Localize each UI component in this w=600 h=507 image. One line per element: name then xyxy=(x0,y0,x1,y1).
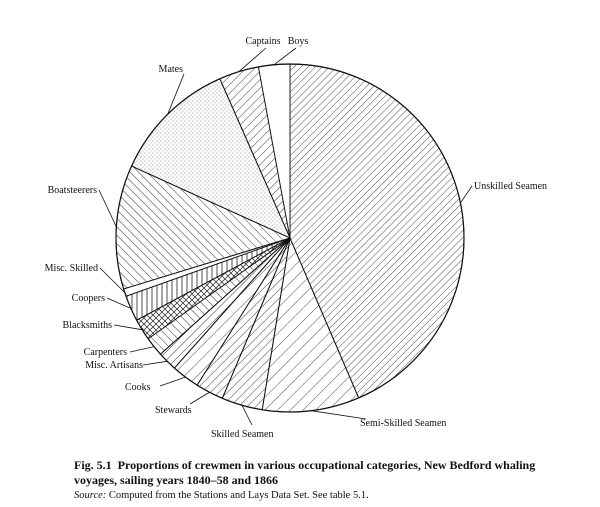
pie-slices xyxy=(116,64,464,412)
leader-line-unskilled-seamen xyxy=(460,186,472,203)
slice-label-unskilled-seamen: Unskilled Seamen xyxy=(474,181,548,192)
leader-line-boys xyxy=(274,48,296,65)
leader-line-boatsteerers xyxy=(99,190,116,227)
figure-caption xyxy=(74,458,544,503)
slice-label-blacksmiths: Blacksmiths xyxy=(62,320,112,331)
slice-label-mates: Mates xyxy=(158,64,183,75)
leader-line-skilled-seamen xyxy=(242,405,252,425)
leader-line-semi-skilled-seamen xyxy=(311,411,366,419)
slice-label-boys: Boys xyxy=(287,36,309,47)
slice-label-boatsteerers: Boatsteerers xyxy=(47,185,97,196)
slice-label-cooks: Cooks xyxy=(125,382,151,393)
slice-label-carpenters: Carpenters xyxy=(83,347,127,358)
leader-line-misc-artisans xyxy=(143,361,167,365)
source-text: Computed from the Stations and Lays Data Set. See table 5.1. xyxy=(108,490,369,501)
caption-title-line xyxy=(74,458,544,488)
slice-label-captains: Captains xyxy=(245,36,281,47)
leader-line-carpenters xyxy=(130,347,154,352)
slice-label-coopers: Coopers xyxy=(71,293,105,304)
slice-label-misc-skilled: Misc. Skilled xyxy=(44,263,98,274)
slice-label-skilled-seamen: Skilled Seamen xyxy=(211,429,274,440)
leader-line-blacksmiths xyxy=(114,325,142,330)
figure-number: Fig. 5.1 xyxy=(74,458,112,472)
slice-label-misc-artisans: Misc. Artisans xyxy=(85,360,143,371)
caption-source xyxy=(74,489,544,503)
slice-label-semi-skilled-seamen: Semi-Skilled Seamen xyxy=(360,418,447,429)
leader-line-cooks xyxy=(160,377,185,386)
caption-title: Proportions of crewmen in various occupational categories, New Bedford whaling voyages, sailing years 1840–58 and 1866 xyxy=(74,458,536,487)
source-label: Source: xyxy=(74,490,107,501)
slice-label-stewards: Stewards xyxy=(155,405,192,416)
leader-line-stewards xyxy=(190,392,209,404)
